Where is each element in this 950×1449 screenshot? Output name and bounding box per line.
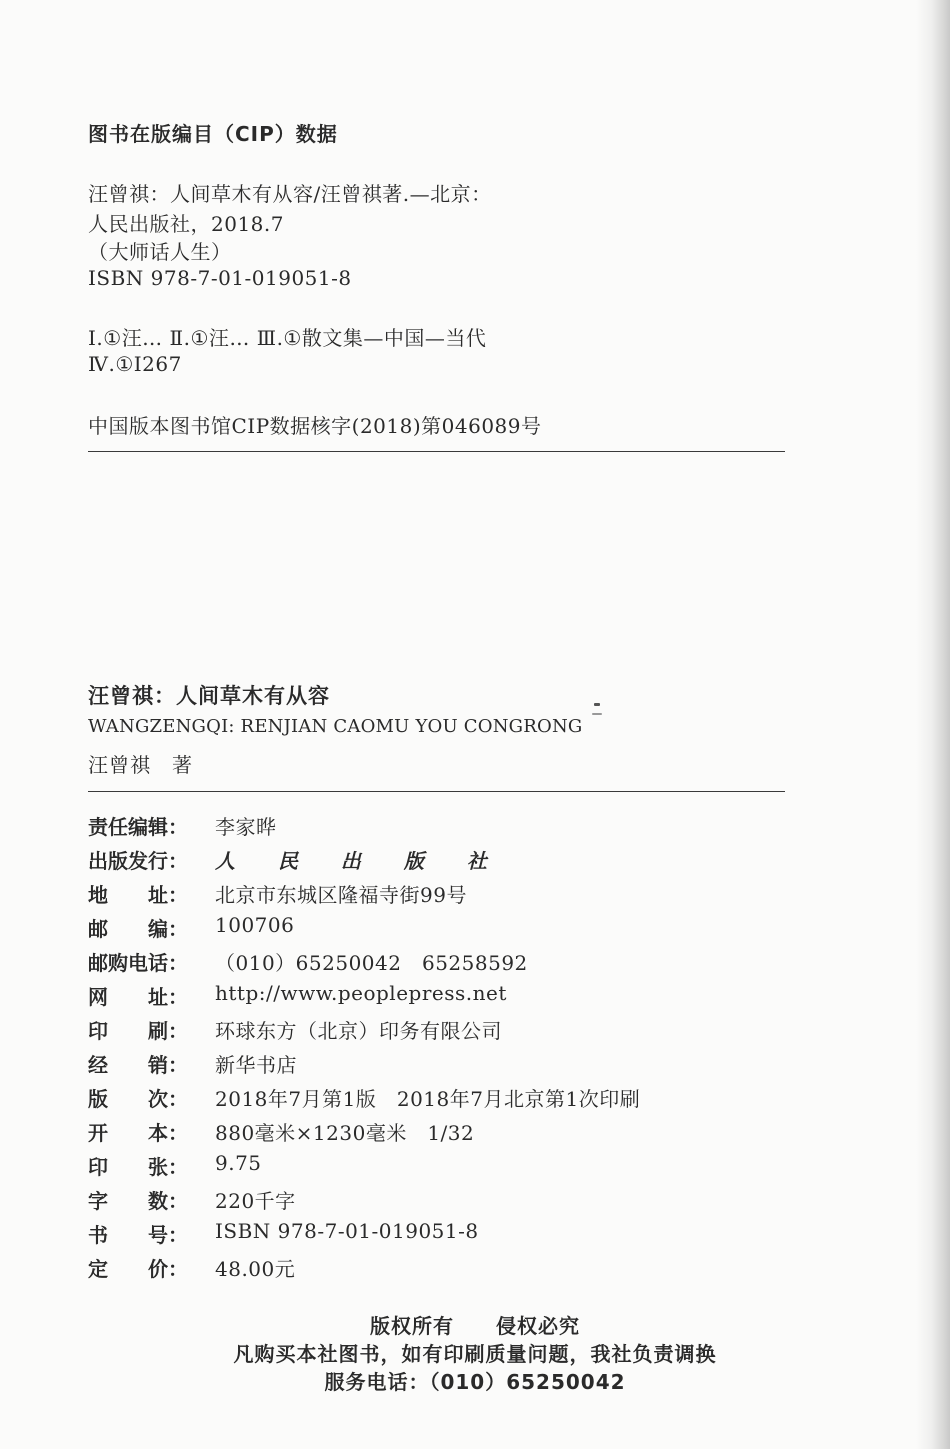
info-label-word-count: 字 数： — [88, 1189, 188, 1213]
cip-isbn: ISBN 978-7-01-019051-8 — [88, 266, 352, 290]
info-label-mail-order-phone: 邮购电话： — [88, 951, 188, 975]
cip-verification: 中国版本图书馆CIP数据核字(2018)第046089号 — [88, 414, 542, 438]
info-label-edition: 版 次： — [88, 1087, 188, 1111]
exchange-notice: 凡购买本社图书，如有印刷质量问题，我社负责调换 — [233, 1342, 717, 1366]
book-romanized-title: WANGZENGQI: RENJIAN CAOMU YOU CONGRONG — [88, 716, 583, 737]
cip-classification: Ⅳ.①I267 — [88, 352, 182, 376]
info-value-distributor: 新华书店 — [215, 1053, 297, 1077]
service-phone: 服务电话：（010）65250042 — [324, 1370, 626, 1394]
info-value-editor: 李家晔 — [215, 815, 277, 839]
cip-classification: Ⅰ.①汪… Ⅱ.①汪… Ⅲ.①散文集—中国—当代 — [88, 326, 487, 350]
info-value-address: 北京市东城区隆福寺街99号 — [215, 883, 467, 907]
info-value-postcode: 100706 — [215, 913, 295, 937]
info-value-mail-order-phone: （010）65250042 65258592 — [215, 951, 528, 975]
publisher-logo: 人 民 出 版 社 — [215, 849, 505, 873]
info-value-website: http://www.peoplepress.net — [215, 981, 507, 1005]
info-label-distributor: 经 销： — [88, 1053, 188, 1077]
info-label-format: 开 本： — [88, 1121, 188, 1145]
info-value-sheets: 9.75 — [215, 1151, 262, 1175]
page-binding-shadow — [916, 0, 950, 1449]
info-value-book-number: ISBN 978-7-01-019051-8 — [215, 1219, 479, 1243]
info-value-format: 880毫米×1230毫米 1/32 — [215, 1121, 475, 1145]
info-value-printer: 环球东方（北京）印务有限公司 — [215, 1019, 502, 1043]
cip-title: 图书在版编目（CIP）数据 — [88, 122, 338, 146]
info-label-website: 网 址： — [88, 985, 188, 1009]
info-label-book-number: 书 号： — [88, 1223, 188, 1247]
divider — [88, 791, 785, 792]
info-value-edition: 2018年7月第1版 2018年7月北京第1次印刷 — [215, 1087, 641, 1111]
cip-line: 汪曾祺：人间草木有从容/汪曾祺著.—北京： — [88, 182, 492, 206]
print-speck — [592, 713, 602, 715]
info-label-publisher: 出版发行： — [88, 849, 188, 873]
info-label-price: 定 价： — [88, 1257, 188, 1281]
info-value-word-count: 220千字 — [215, 1189, 296, 1213]
book-author: 汪曾祺 著 — [88, 753, 193, 777]
info-label-address: 地 址： — [88, 883, 188, 907]
info-label-postcode: 邮 编： — [88, 917, 188, 941]
info-value-price: 48.00元 — [215, 1257, 296, 1281]
info-label-sheets: 印 张： — [88, 1155, 188, 1179]
info-label-printer: 印 刷： — [88, 1019, 188, 1043]
info-label-editor: 责任编辑： — [88, 815, 188, 839]
print-speck — [594, 703, 600, 706]
book-title: 汪曾祺：人间草木有从容 — [88, 684, 330, 708]
cip-line: （大师话人生） — [88, 240, 232, 264]
divider — [88, 451, 785, 452]
cip-line: 人民出版社，2018.7 — [88, 212, 284, 236]
copyright-notice: 版权所有 侵权必究 — [370, 1314, 580, 1338]
